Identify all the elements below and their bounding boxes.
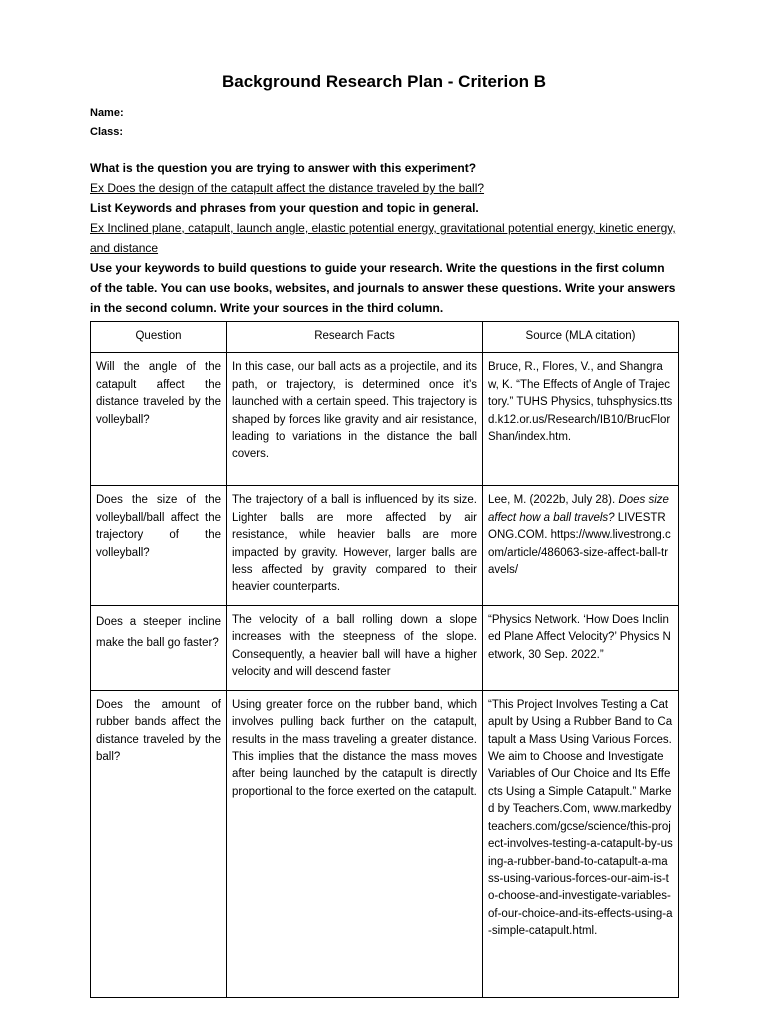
source-cell: “Physics Network. ‘How Does Inclined Plane Affect Velocity?’ Physics Network, 30 Sep. 2022.” — [483, 605, 679, 690]
header-question: Question — [91, 322, 227, 353]
class-label: Class: — [90, 126, 124, 138]
spacer — [90, 142, 678, 158]
source-author: Lee, M. (2022b, July 28). — [488, 494, 619, 507]
question-cell: Does the amount of rubber bands affect the distance traveled by the ball? — [91, 690, 227, 997]
source-cell — [483, 486, 679, 605]
table-row — [91, 353, 679, 486]
question-prompt: What is the question you are trying to answer with this experiment? — [90, 161, 477, 175]
facts-cell: In this case, our ball acts as a projectile, and its path, or trajectory, is determined once it’s launched with a certain speed. This trajectory is shaped by forces like gravity and air resistance, leading to variations in the distance the ball covers. — [227, 353, 483, 486]
facts-cell: The trajectory of a ball is influenced by its size. Lighter balls are more affected by air resistance, while heavier balls are more impacted by gravity. However, larger balls are less affected by gravity compared to their heavier counterparts. — [227, 486, 483, 605]
table-row — [91, 605, 679, 690]
table-row — [91, 690, 679, 997]
table-row — [91, 486, 679, 605]
source-article-title: Does size affect how a ball travels? — [488, 494, 669, 524]
keywords-example: Ex Inclined plane, catapult, launch angle, elastic potential energy, gravitational potential energy, kinetic energy, and distance — [90, 221, 676, 255]
facts-cell: Using greater force on the rubber band, which involves pulling back further on the catapult, results in the mass traveling a greater distance. This implies that the distance the mass moves after being launched by the catapult is directly proportional to the force exerted on the catapult. — [227, 690, 483, 997]
keywords-prompt: List Keywords and phrases from your question and topic in general. — [90, 201, 479, 215]
instructions: Use your keywords to build questions to guide your research. Write the questions in the first column of the table. You can use books, websites, and journals to answer these questions. Write your answers in the second column. Write your sources in the third column. — [90, 261, 676, 315]
research-table — [90, 321, 679, 998]
question-cell: Will the angle of the catapult affect the distance traveled by the volleyball? — [91, 353, 227, 486]
source-publisher-url: LIVESTRONG.COM. https://www.livestrong.com/article/486063-size-affect-ball-travels/ — [488, 511, 671, 577]
question-cell: Does the size of the volleyball/ball affect the trajectory of the volleyball? — [91, 486, 227, 605]
table-header-row — [91, 322, 679, 353]
question-cell: Does a steeper incline make the ball go faster? — [91, 605, 227, 690]
document-title: Background Research Plan - Criterion B — [221, 72, 547, 91]
source-cell: Bruce, R., Flores, V., and Shangraw, K. “The Effects of Angle of Trajectory.” TUHS Physics, tuhsphysics.ttsd.k12.or.us/Research/IB10/BrucFlorShan/index.htm. — [483, 353, 679, 486]
header-source: Source (MLA citation) — [483, 322, 679, 353]
question-example: Ex Does the design of the catapult affect the distance traveled by the ball? — [90, 181, 485, 195]
facts-cell: The velocity of a ball rolling down a slope increases with the steepness of the slope. Consequently, a heavier ball will have a higher velocity and will descend faster — [227, 605, 483, 690]
header-research-facts: Research Facts — [227, 322, 483, 353]
source-cell: “This Project Involves Testing a Catapult by Using a Rubber Band to Catapult a Mass Using Various Forces. We aim to Choose and Investigate Variables of Our Choice and Its Effects Using a Simple Catapult.” Marked by Teachers.Com, www.markedbyteachers.com/gcse/science/this-project-involves-testing-a-catapult-by-using-a-rubber-band-to-catapult-a-mass-using-various-forces-our-aim-is-to-choose-and-investigate-variables-of-our-choice-and-its-effects-using-a-simple-catapult.html. — [483, 690, 679, 997]
name-label: Name: — [90, 107, 124, 119]
